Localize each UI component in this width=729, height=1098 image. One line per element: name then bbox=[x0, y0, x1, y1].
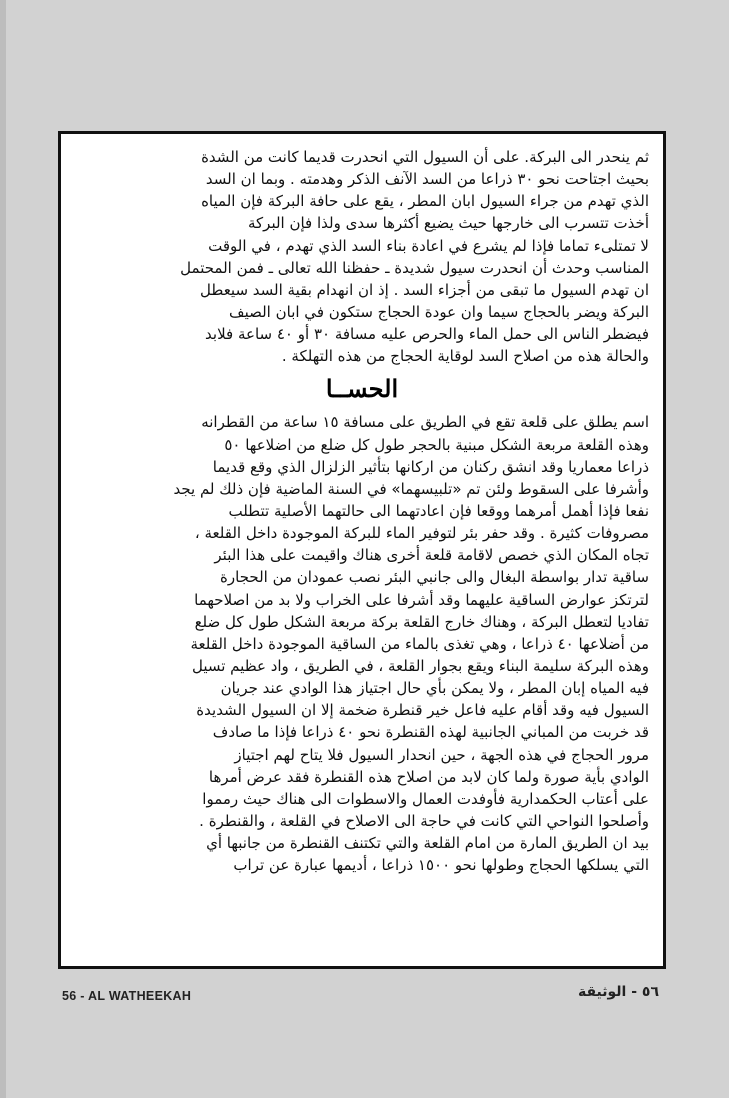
text-line: بيد ان الطريق المارة من امام القلعة والتي تكتنف القنطرة من جانبها أي bbox=[206, 834, 649, 853]
text-line: فيه المياه إبان المطر ، ولا يمكن بأي حال اجتياز هذا الوادي عند جريان bbox=[220, 679, 649, 698]
text-line: بحيث اجتاحت نحو ٣٠ ذراعا من السد الآنف الذكر وهدمته . وبما ان السد bbox=[205, 170, 649, 189]
text-line: ان تهدم السيول ما تبقى من أجزاء السد . إذ ان انهدام بقية السد سيعطل bbox=[200, 280, 649, 299]
paragraph-1 bbox=[75, 146, 649, 367]
text-line: اسم يطلق على قلعة تقع في الطريق على مسافة ١٥ ساعة من القطرانه bbox=[201, 413, 649, 432]
text-line: ذراعا معماريا وقد انشق ركنان من اركانها بتأثير الزلزال الذي وقع قديما bbox=[212, 457, 649, 476]
text-line: على أعتاب الحكمدارية فأوفدت العمال والاسطوات الى هناك حيث رمموا bbox=[202, 789, 649, 808]
text-line: الذي تهدم من جراء السيول ابان المطر ، يقع على حافة البركة فإن المياه bbox=[201, 192, 649, 211]
text-line: والحالة هذه من اصلاح السد لوقاية الحجاج من هذه التهلكة . bbox=[281, 347, 649, 366]
text-line: مرور الحجاج في هذه الجهة ، حين انحدار السيول فلا يتاح لهم اجتياز bbox=[234, 745, 649, 764]
text-line: ساقية تدار بواسطة البغال والى جانبي البئر نصب عمودان من الحجارة bbox=[220, 568, 649, 587]
text-line: التي يسلكها الحجاج وطولها نحو ١٥٠٠ ذراعا ، أديمها عبارة عن تراب bbox=[233, 856, 649, 875]
text-line: تفاديا لتعطل البركة ، وهناك خارج القلعة بركة مربعة الشكل طول كل ضلع bbox=[194, 612, 649, 631]
footer-page-label-arabic: ٥٦ - الوثيقة bbox=[577, 984, 659, 1000]
text-line: المناسب وحدث أن انحدرت سيول شديدة ـ حفظنا الله تعالى ـ فمن المحتمل bbox=[180, 258, 649, 277]
text-line: وهذه القلعة مربعة الشكل مبنية بالحجر طول كل ضلع من اضلاعها ٥٠ bbox=[224, 435, 649, 454]
text-line: فيضطر الناس الى حمل الماء والحرص عليه مسافة ٣٠ أو ٤٠ ساعة فلابد bbox=[205, 325, 649, 344]
footer-page-label: 56 - AL WATHEEKAH bbox=[62, 989, 192, 1003]
text-line: البركة ويضر بالحجاج سيما وان عودة الحجاج ستكون في ابان الصيف bbox=[229, 302, 649, 321]
text-line: وهذه البركة سليمة البناء ويقع بجوار القلعة ، في الطريق ، واد عظيم تسيل bbox=[191, 656, 649, 675]
page-edge bbox=[0, 0, 6, 1098]
text-line: لترتكز عوارض الساقية عليهما وقد أشرفا على الخراب ولا بد من اصلاحهما bbox=[194, 590, 649, 609]
paragraph-2 bbox=[75, 411, 649, 876]
text-line: ثم ينحدر الى البركة. على أن السيول التي انحدرت قديما كانت من الشدة bbox=[201, 148, 649, 166]
text-line: وأصلحوا النواحي التي كانت في حاجة الى الاصلاح في القلعة ، والقنطرة . bbox=[199, 811, 649, 830]
text-line: مصروفات كثيرة . وقد حفر بئر لتوفير الماء للبركة الموجودة داخل القلعة ، bbox=[194, 524, 649, 543]
text-line: أخذت تتسرب الى خارجها حيث يضيع أكثرها سدى ولذا فإن البركة bbox=[247, 214, 649, 233]
text-line: السيول فيه وقد أقام عليه فاعل خير قنطرة ضخمة إلا ان السيول الشديدة bbox=[196, 701, 649, 720]
text-line: نفعا فإذا أهمل أمرهما ووقعا فإن اعادتهما الى حالتهما الأصلية تتطلب bbox=[228, 501, 649, 520]
text-line: تجاه المكان الذي خصص لاقامة قلعة أخرى هناك واقيمت على هذا البئر bbox=[214, 546, 649, 565]
text-line: من أضلاعها ٤٠ ذراعا ، وهي تغذى بالماء من الساقية الموجودة داخل القلعة bbox=[190, 634, 649, 653]
text-line: لا تمتلىء تماما فإذا لم يشرع في اعادة بناء السد الذي تهدم ، في الوقت bbox=[208, 236, 649, 255]
text-line: وأشرفا على السقوط ولئن تم «تلبيسهما» في السنة الماضية فإن ذلك لم يجد bbox=[173, 479, 649, 498]
article-body bbox=[75, 146, 649, 876]
text-line: الوادي بأية صورة ولما كان لابد من اصلاح هذه القنطرة فقد عرض أمرها bbox=[208, 767, 649, 786]
text-line: قد خربت من المباني الجانبية لهذه القنطرة نحو ٤٠ ذراعا فإذا ما صادف bbox=[212, 723, 649, 742]
article-frame bbox=[58, 131, 666, 969]
section-heading: الحســا bbox=[325, 374, 399, 404]
